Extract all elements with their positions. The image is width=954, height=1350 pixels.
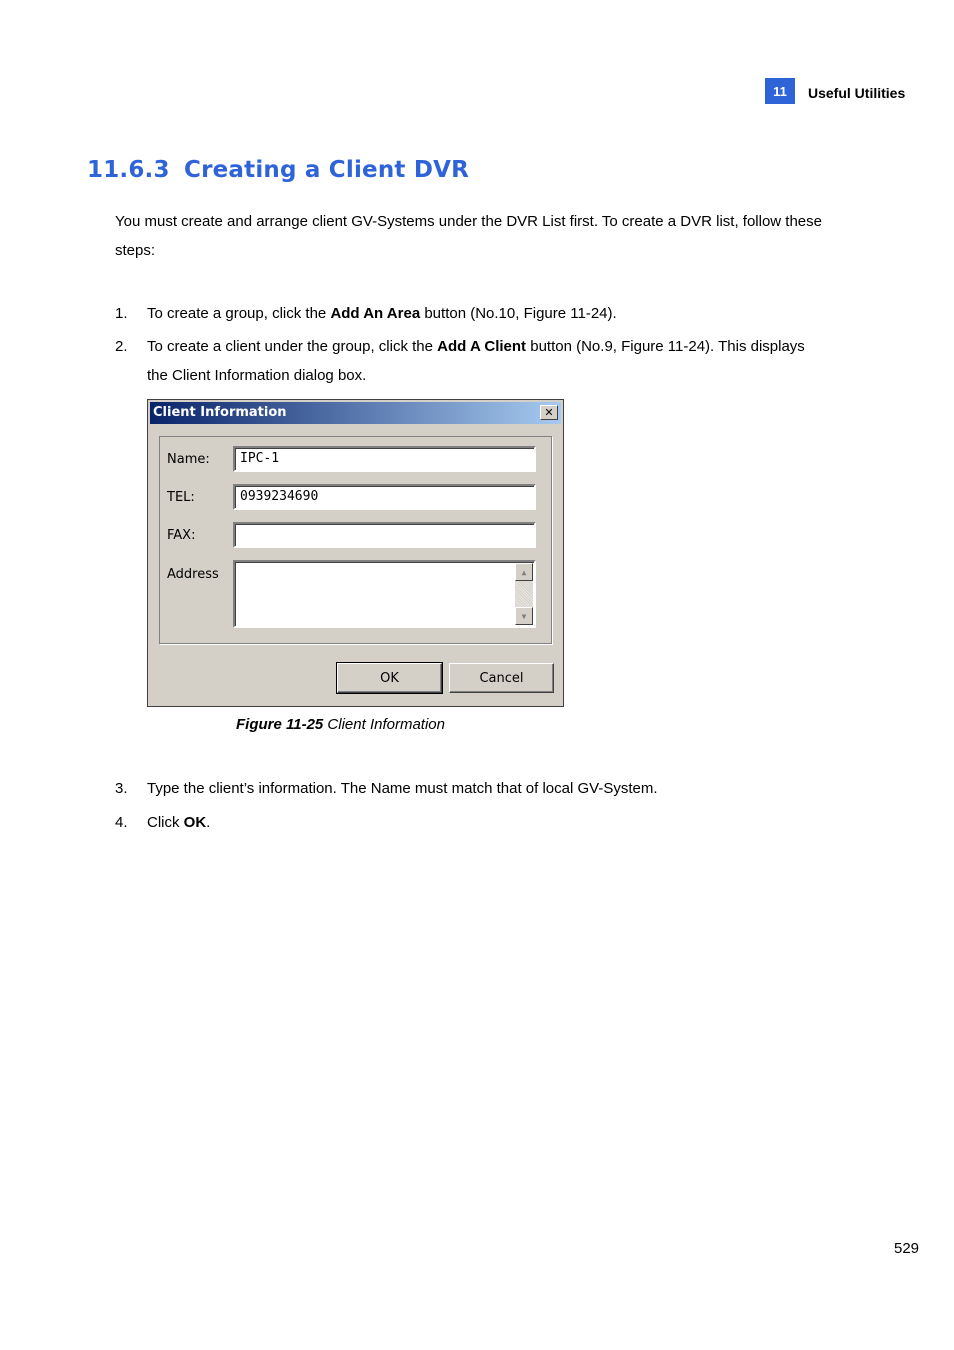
- step-text-pre: Click: [147, 814, 184, 831]
- close-icon: ✕: [544, 406, 554, 419]
- intro-paragraph: You must create and arrange client GV-Systems under the DVR List first. To create a DVR list, follow these steps:: [115, 213, 822, 259]
- arrow-up-icon: ▲: [521, 567, 527, 577]
- scroll-up-button[interactable]: [515, 563, 533, 581]
- close-button[interactable]: [540, 405, 558, 420]
- step-text-pre: To create a group, click the: [147, 305, 331, 322]
- step-text: [147, 808, 817, 837]
- step-text-bold: Add A Client: [437, 338, 527, 355]
- fax-label: FAX:: [167, 528, 196, 543]
- fax-field[interactable]: [233, 522, 536, 548]
- chapter-title: Useful Utilities: [808, 85, 906, 101]
- step-text-bold: Add An Area: [330, 305, 421, 322]
- step-text: Type the client’s information. The Name must match that of local GV-System.: [147, 780, 658, 797]
- arrow-down-icon: ▼: [521, 611, 527, 621]
- client-information-dialog: [147, 399, 564, 707]
- tel-label: TEL:: [167, 490, 195, 505]
- ok-button[interactable]: OK: [337, 663, 442, 693]
- step-text-post: button (No.9, Figure 11-24). This displays the Client Information dialog box.: [147, 338, 805, 384]
- tel-field[interactable]: 0939234690: [233, 484, 536, 510]
- section-heading: [87, 157, 469, 183]
- figure-caption-text: Client Information: [323, 716, 445, 733]
- dialog-title: Client Information: [153, 405, 287, 420]
- step-number: 1.: [115, 305, 128, 322]
- address-scrollbar[interactable]: [515, 563, 533, 625]
- cancel-button[interactable]: Cancel: [449, 663, 554, 693]
- dialog-titlebar[interactable]: [150, 402, 561, 424]
- scroll-down-button[interactable]: [515, 607, 533, 625]
- address-field[interactable]: [233, 560, 536, 628]
- step-text-bold: OK: [183, 814, 207, 831]
- step-text-pre: To create a client under the group, click the: [147, 338, 438, 355]
- chapter-number-badge: 11: [765, 78, 795, 104]
- name-label: Name:: [167, 452, 210, 467]
- step-text-post: button (No.10, Figure 11-24).: [420, 305, 617, 322]
- step-text: [147, 332, 817, 390]
- figure-caption: [236, 716, 445, 733]
- address-label: Address: [167, 567, 219, 582]
- name-field[interactable]: IPC-1: [233, 446, 536, 472]
- figure-label: Figure 11-25: [236, 716, 324, 733]
- page-number: 529: [894, 1240, 920, 1257]
- section-number: 11.6.3: [87, 157, 170, 183]
- step-number: 4.: [115, 814, 128, 831]
- step-text-post: .: [206, 814, 211, 831]
- step-text: [147, 299, 817, 328]
- section-title: Creating a Client DVR: [184, 157, 470, 183]
- step-number: 2.: [115, 338, 128, 355]
- step-number: 3.: [115, 780, 128, 797]
